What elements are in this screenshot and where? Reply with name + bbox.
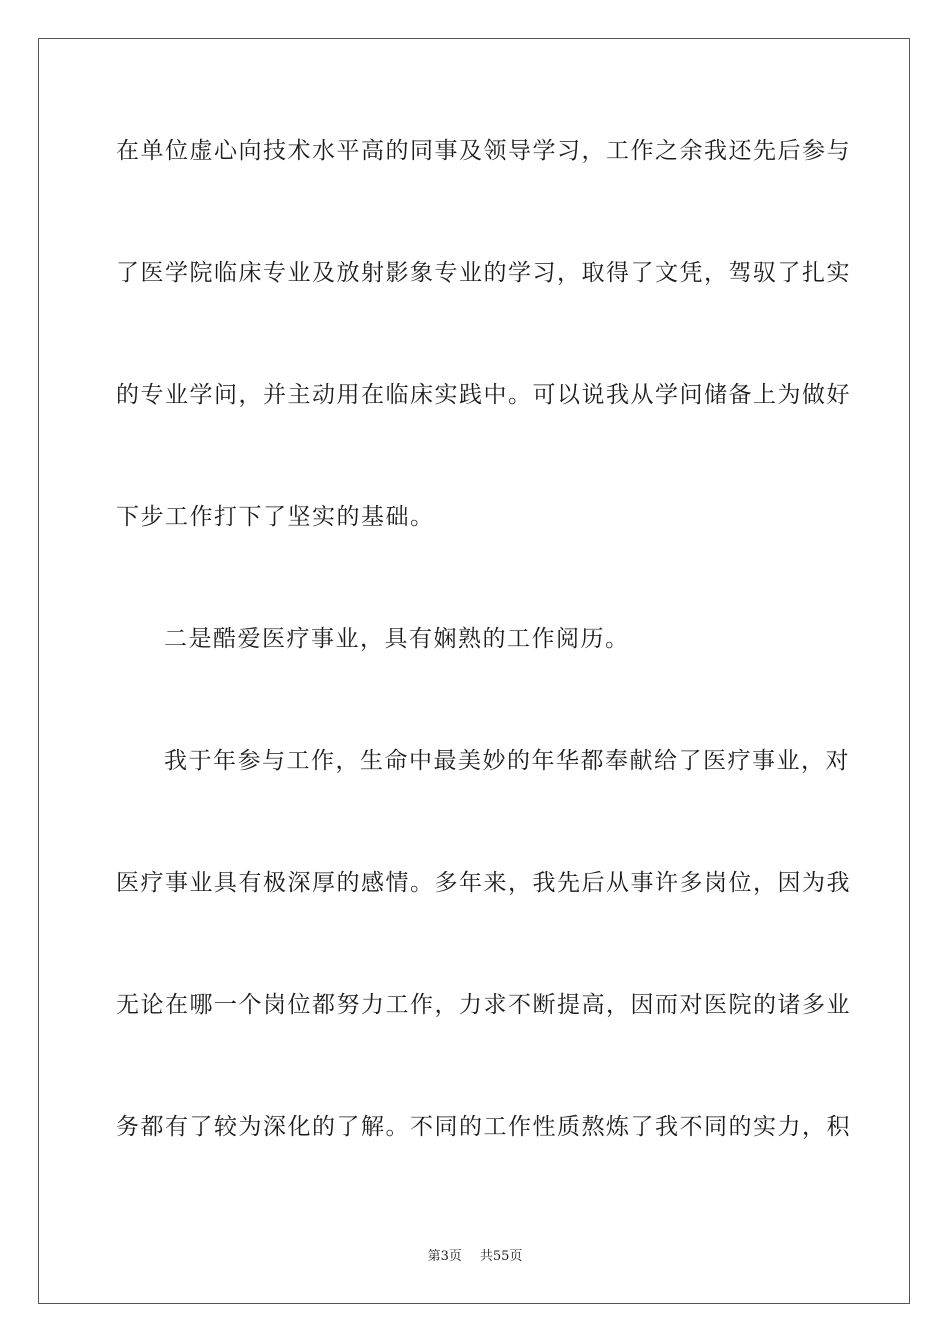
page-total: 共55页 <box>479 1249 523 1264</box>
body-line-5: 二是酷爱医疗事业，具有娴熟的工作阅历。 <box>164 626 630 652</box>
body-line-1: 在单位虚心向技术水平高的同事及领导学习，工作之余我还先后参与 <box>116 138 851 164</box>
body-line-3: 的专业学问，并主动用在临床实践中。可以说我从学问储备上为做好 <box>116 382 851 408</box>
body-line-8: 无论在哪一个岗位都努力工作，力求不断提高，因而对医院的诸多业 <box>116 992 851 1018</box>
page-number: 第3页 <box>427 1249 462 1264</box>
body-line-4: 下步工作打下了坚实的基础。 <box>116 504 435 530</box>
body-line-6: 我于年参与工作，生命中最美妙的年华都奉献给了医疗事业，对 <box>164 748 850 774</box>
body-line-9: 务都有了较为深化的了解。不同的工作性质熬炼了我不同的实力，积 <box>116 1114 851 1140</box>
page-footer <box>0 1248 950 1266</box>
body-line-2: 了医学院临床专业及放射影象专业的学习，取得了文凭，驾驭了扎实 <box>116 260 851 286</box>
body-line-7: 医疗事业具有极深厚的感情。多年来，我先后从事许多岗位，因为我 <box>116 870 851 896</box>
